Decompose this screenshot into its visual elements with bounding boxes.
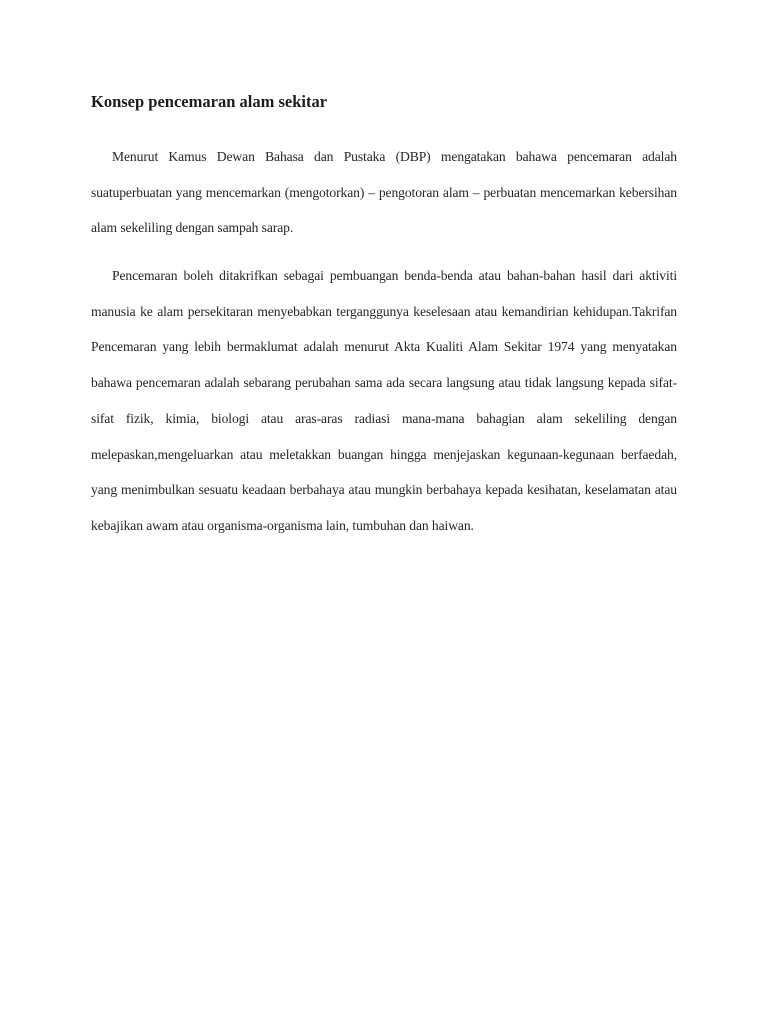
paragraph-definition-dbp: Menurut Kamus Dewan Bahasa dan Pustaka (DBP) mengatakan bahawa pencemaran adalah suatuperbuatan yang mencemarkan (mengotorkan) – pengotoran alam – perbuatan mencemarkan kebersihan alam sekeliling dengan sampah sarap. <box>91 149 677 236</box>
page-heading: Konsep pencemaran alam sekitar <box>91 92 328 111</box>
paragraph-definition-akta: Pencemaran boleh ditakrifkan sebagai pembuangan benda-benda atau bahan-bahan hasil dari aktiviti manusia ke alam persekitaran menyebabkan terganggunya keselesaan atau kemandirian kehidupan.Takrifan Pencemaran yang lebih bermaklumat adalah menurut Akta Kualiti Alam Sekitar 1974 yang menyatakan bahawa pencemaran adalah sebarang perubahan sama ada secara langsung atau tidak langsung kepada sifat-sifat fizik, kimia, biologi atau aras-aras radiasi mana-mana bahagian alam sekeliling dengan melepaskan,mengeluarkan atau meletakkan buangan hingga menjejaskan kegunaan-kegunaan berfaedah, yang menimbulkan sesuatu keadaan berbahaya atau mungkin berbahaya kepada kesihatan, keselamatan atau kebajikan awam atau organisma-organisma lain, tumbuhan dan haiwan. <box>91 268 677 533</box>
